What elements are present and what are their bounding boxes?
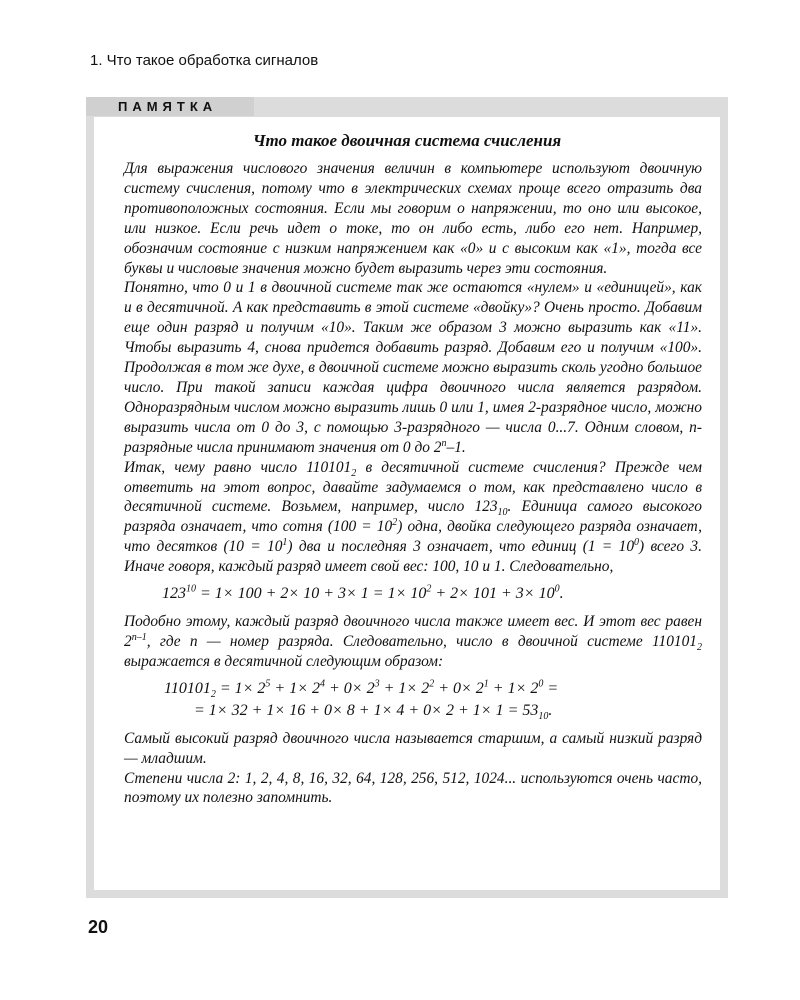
running-head: 1. Что такое обработка сигналов <box>90 52 319 69</box>
formula-decimal: $123^{10} = 1\times 100 + 2\times 10 + 3\times 1 = 1\times 10^2 + 2\times 101 + 3\times 10^0$. <box>162 583 564 603</box>
note-tag <box>86 97 254 116</box>
paragraph-5: Самый высокий разряд двоичного числа называется старшим, а самый низкий разряд — младшим. <box>124 729 702 767</box>
note-box <box>86 97 728 898</box>
paragraph-1: Для выражения числового значения величин в компьютере используют двоичную систему счисления, потому что в электрических схемах проще всего отразить два противоположных состояния. Если мы говорим о напряжении, то оно или высокое, или низкое. Если речь идет о токе, то он либо есть, либо его нет. Например, обозначим состояние с низким напряжением как «0» и с высоким как «1», тогда все буквы и числовые значения можно будет выразить через эти состояния. <box>124 160 702 277</box>
paragraph-3: Итак, чему равно число $110101_2$ в десятичной системе счисления? Прежде чем ответить на этот вопрос, давайте задумаемся о том, как представлено число в десятичной системе. Возьмем, например, число $123_{10}$. Единица самого высокого разряда означает, что сотня $(100 = 10^2)$ одна, двойка следующего разряда означает, что десятков $(10 = 10^1)$ два и последняя 3 означает, что единиц $(1 = 10^0)$ всего 3. Иначе говоря, каждый разряд имеет свой вес: 100, 10 и 1. Следовательно, <box>124 458 702 576</box>
box-body <box>124 159 702 808</box>
note-content <box>94 117 720 890</box>
box-title: Что такое двоичная система счисления <box>252 131 562 150</box>
formula-binary-line2: = $1\times 32 + 1\times 16 + 0\times 8 + 1\times 4 + 0\times 2 + 1\times 1 = 53_{10}$. <box>194 701 553 722</box>
formula-binary-line1: $110101_2 = 1\times 2^5 + 1\times 2^4 + 0\times 2^3 + 1\times 2^2 + 0\times 2^1 + 1\times 2^0$ = <box>164 678 559 700</box>
paragraph-2: Понятно, что 0 и 1 в двоичной системе так же остаются «нулем» и «единицей», как и в десятичной. А как представить в этой системе «двойку»? Очень просто. Добавим еще один разряд и получим «10». Таким же образом 3 можно выразить как «11». Чтобы выразить 4, снова придется добавить разряд. Добавим его и получим «100». Продолжая в том же духе, в двоичной системе можно выразить сколь угодно большое число. При такой записи каждая цифра двоичного числа является разрядом. Одноразрядным числом можно выразить лишь 0 или 1, имея 2-разрядное число, можно выразить числа от 0 до 3, с помощью 3-разрядного — числа 0...7. Одним словом, n-разрядные числа принимают значения от 0 до 2$^n$–1. <box>124 279 702 456</box>
paragraph-6: Степени числа 2: 1, 2, 4, 8, 16, 32, 64, 128, 256, 512, 1024... используются очень часто, поэтому их полезно запомнить. <box>124 769 702 807</box>
paragraph-4: Подобно этому, каждый разряд двоичного числа также имеет вес. И этот вес равен 2$^{n-1}$, где n — номер разряда. Следовательно, число в двоичной системе $110101_2$ выражается в десятичной следующим образом: <box>124 613 702 670</box>
note-tag-label: ПАМЯТКА <box>118 99 218 114</box>
page-number: 20 <box>88 917 109 937</box>
